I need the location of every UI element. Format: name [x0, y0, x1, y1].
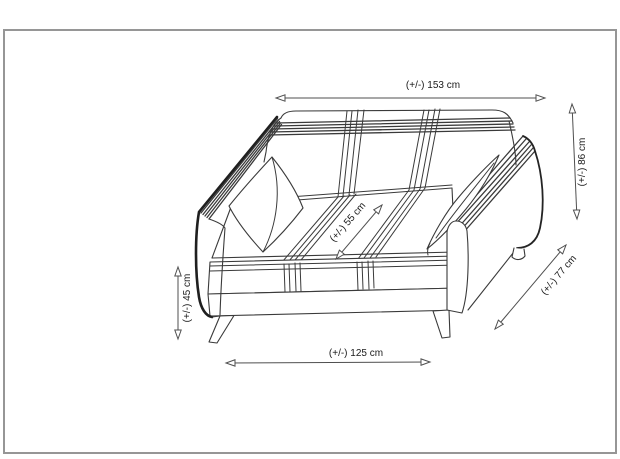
base-width-label: (+/-) 125 cm — [328, 348, 384, 359]
overall-width-label: (+/-) 153 cm — [405, 80, 461, 91]
overall-height-label: (+/-) 86 cm — [577, 137, 588, 187]
sofa-back-right-leg — [512, 248, 525, 260]
sofa-front-rail — [208, 256, 460, 316]
front-rail-face — [208, 256, 459, 294]
seat-height-label: (+/-) 45 cm — [182, 273, 193, 323]
seat-depth-label: (+/-) 55 cm — [328, 200, 369, 245]
overall-depth-label: (+/-) 77 cm — [539, 253, 580, 298]
right-arm-front-post — [447, 221, 468, 313]
